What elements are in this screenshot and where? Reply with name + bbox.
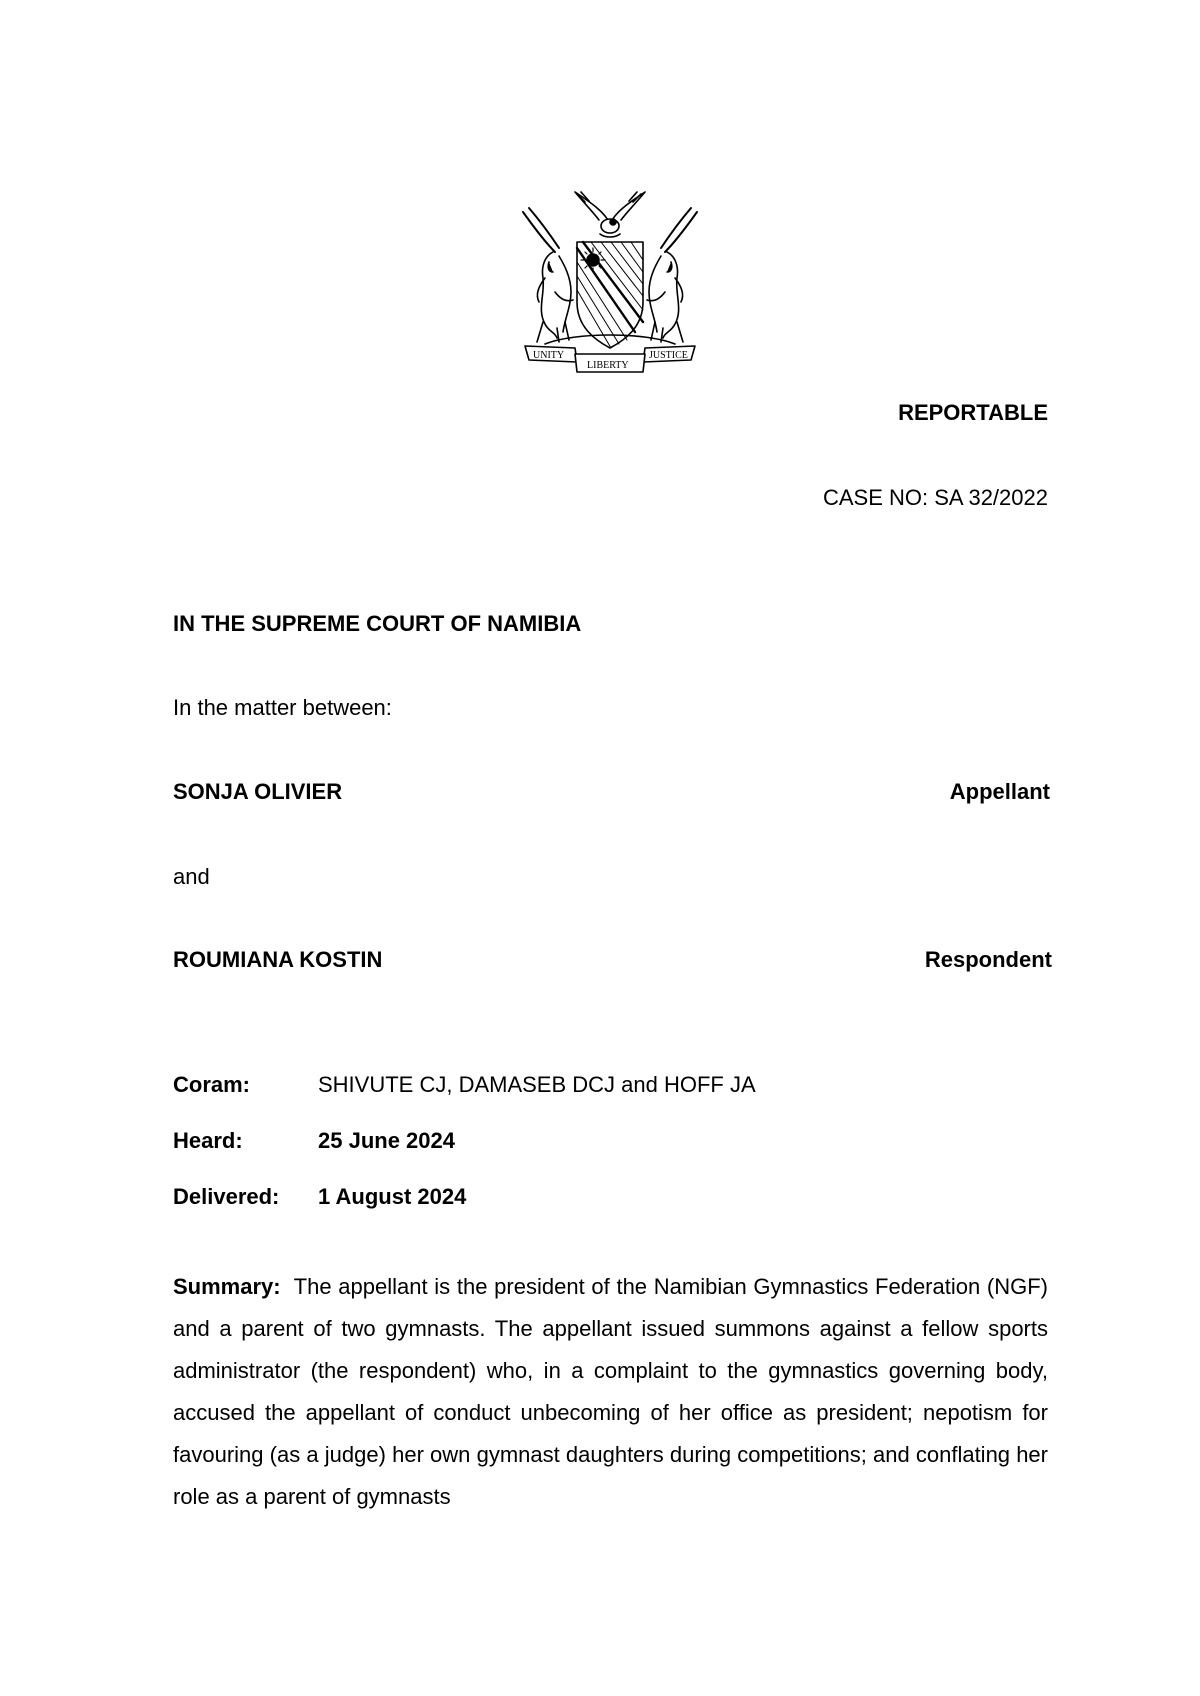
- case-number: CASE NO: SA 32/2022: [822, 485, 1048, 510]
- coram-value: SHIVUTE CJ, DAMASEB DCJ and HOFF JA: [318, 1072, 756, 1097]
- heard-label: Heard:: [173, 1128, 243, 1153]
- appellant-name: SONJA OLIVIER: [173, 779, 343, 804]
- summary-text: The appellant is the president of the Namibian Gymnastics Federation (NGF) and a parent of two gymnasts. The appellant issued summons against a fellow sports administrator (the respondent) who, in a complaint to the gymnastics governing body, accused the appellant of conduct unbecoming of her office as president; nepotism for favouring (as a judge) her own gymnast daughters during competitions; and conflating her role as a parent of gymnasts: [173, 1274, 1049, 1509]
- motto-right: JUSTICE: [649, 350, 688, 361]
- respondent-name: ROUMIANA KOSTIN: [173, 947, 383, 972]
- appellant-role: Appellant: [949, 779, 1050, 804]
- court-title: IN THE SUPREME COURT OF NAMIBIA: [173, 611, 582, 636]
- motto-center: LIBERTY: [587, 360, 629, 371]
- coram-label: Coram:: [173, 1072, 251, 1097]
- reportable-label: REPORTABLE: [898, 400, 1048, 425]
- matter-between: In the matter between:: [173, 695, 392, 720]
- conjunction-and: and: [173, 864, 210, 889]
- respondent-role: Respondent: [924, 947, 1052, 972]
- summary-label: Summary:: [173, 1274, 281, 1299]
- motto-left: UNITY: [533, 350, 565, 361]
- delivered-label: Delivered:: [173, 1184, 280, 1209]
- coat-of-arms-icon: [515, 182, 705, 378]
- delivered-value: 1 August 2024: [318, 1184, 467, 1209]
- heard-value: 25 June 2024: [318, 1128, 455, 1153]
- summary-paragraph: [173, 1266, 1048, 1518]
